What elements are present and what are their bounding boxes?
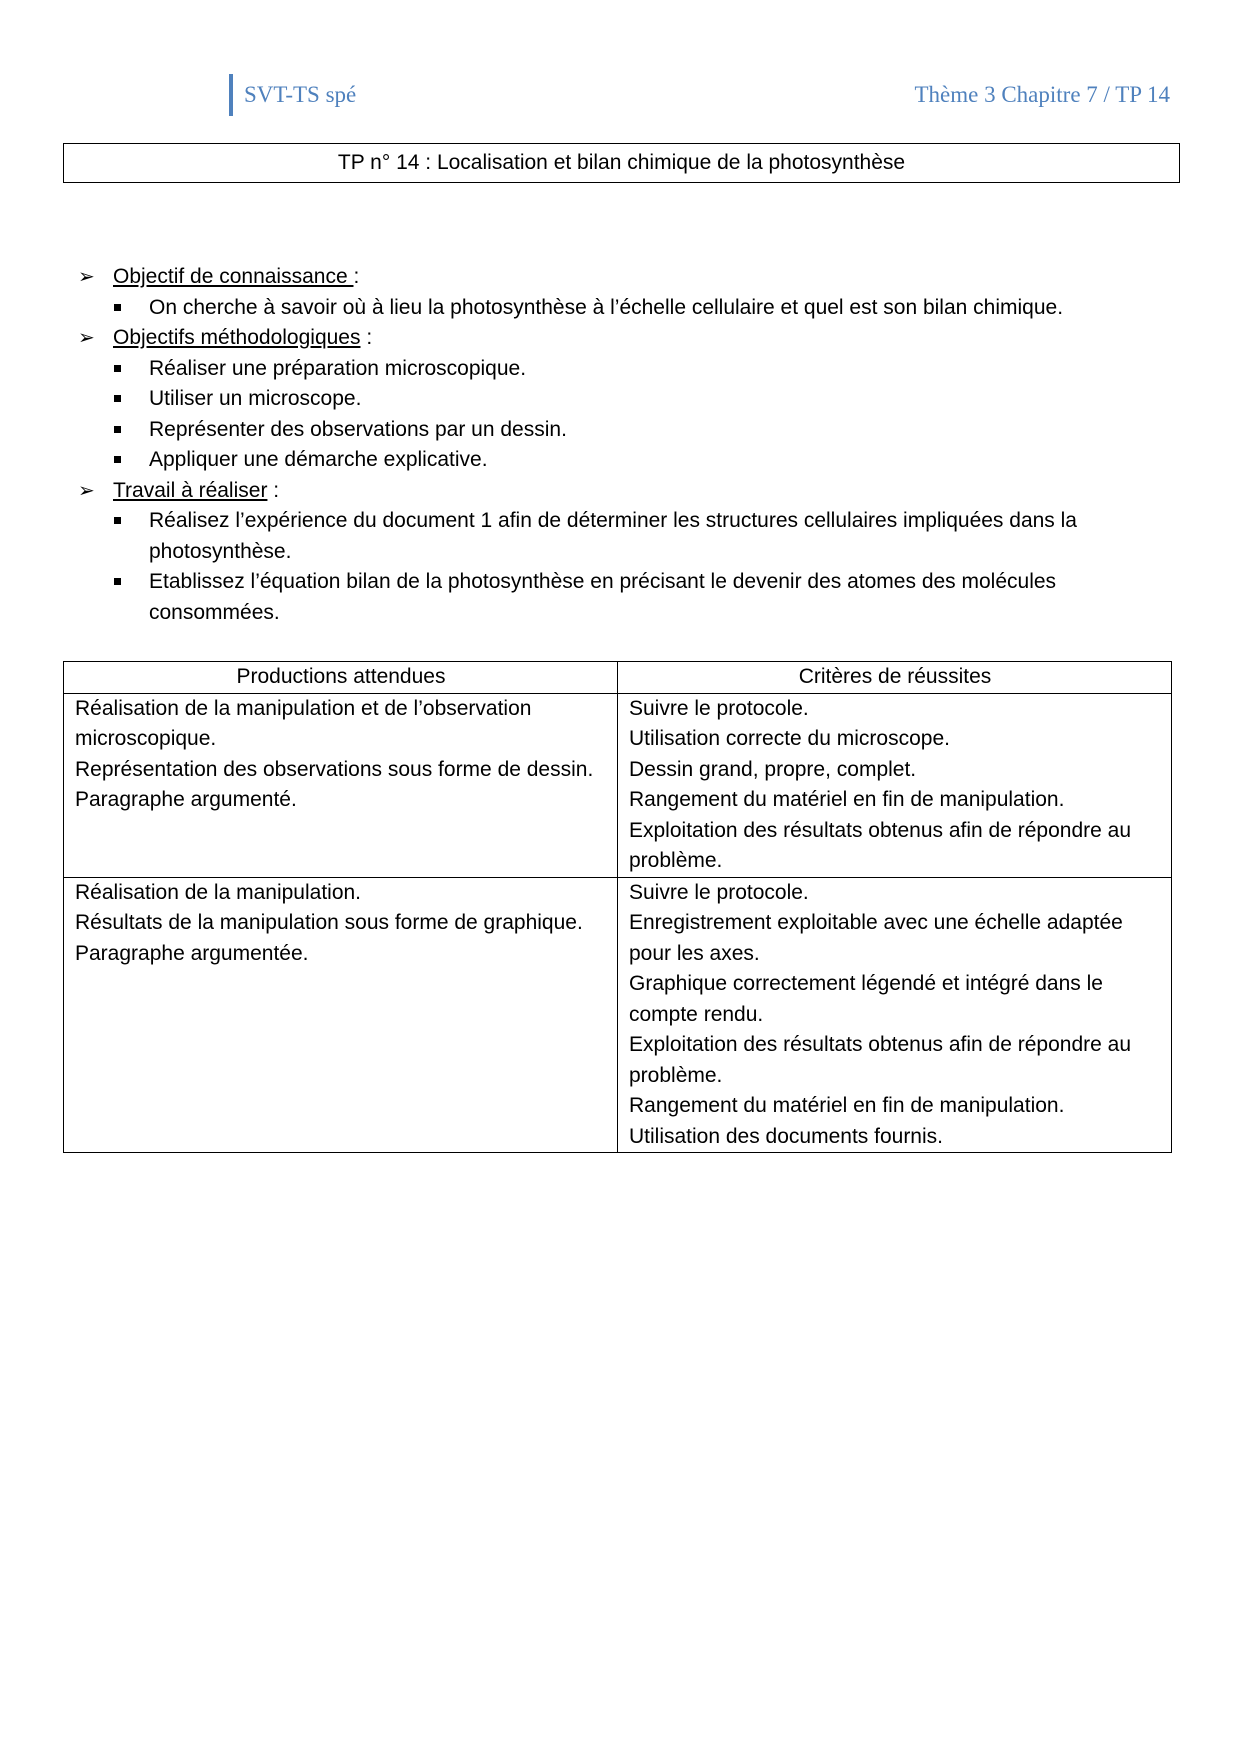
list-item: Appliquer une démarche explicative. xyxy=(112,445,1178,476)
square-bullet-icon xyxy=(112,567,149,597)
header-left: SVT-TS spé xyxy=(229,74,356,116)
square-bullet-icon xyxy=(112,354,149,384)
list-item: Réaliser une préparation microscopique. xyxy=(112,354,1178,385)
table-header-row xyxy=(64,662,1172,694)
bullet-list xyxy=(78,506,1178,628)
header-right: Thème 3 Chapitre 7 / TP 14 xyxy=(914,82,1170,107)
column-header-criteres: Critères de réussites xyxy=(618,662,1172,694)
section-objectifs-methodologiques xyxy=(78,323,1178,354)
table-row xyxy=(64,877,1172,1153)
section-suffix: : xyxy=(353,265,360,288)
list-item: Réalisez l’expérience du document 1 afin de déterminer les structures cellulaires impliquées dans la photosynthèse. xyxy=(112,506,1178,567)
criteres-cell: Suivre le protocole. Enregistrement exploitable avec une échelle adaptée pour les axes. Graphique correctement légendé et intégré dans le compte rendu. Exploitation des résultats obtenus afin de répondre au problème. Rangement du matériel en fin de manipulation. Utilisation des documents fournis. xyxy=(618,877,1172,1153)
bullet-list xyxy=(78,354,1178,476)
arrow-bullet-icon: ➢ xyxy=(78,327,95,349)
section-objectif-connaissance xyxy=(78,262,1178,293)
section-title: Travail à réaliser xyxy=(113,478,268,502)
productions-cell: Réalisation de la manipulation et de l’observation microscopique. Représentation des observations sous forme de dessin. Paragraphe argumenté. xyxy=(64,693,618,877)
table-row xyxy=(64,693,1172,877)
list-item: Représenter des observations par un dessin. xyxy=(112,415,1178,446)
list-item: On cherche à savoir où à lieu la photosynthèse à l’échelle cellulaire et quel est son bilan chimique. xyxy=(112,293,1178,324)
list-item: Utiliser un microscope. xyxy=(112,384,1178,415)
square-bullet-icon xyxy=(112,415,149,445)
column-header-productions: Productions attendues xyxy=(64,662,618,694)
criteria-table xyxy=(63,661,1172,1153)
arrow-bullet-icon: ➢ xyxy=(78,266,95,288)
productions-cell: Réalisation de la manipulation. Résultats de la manipulation sous forme de graphique. Paragraphe argumentée. xyxy=(64,877,618,1153)
square-bullet-icon xyxy=(112,384,149,414)
bullet-list xyxy=(78,293,1178,324)
section-title: Objectif de connaissance xyxy=(113,265,354,288)
square-bullet-icon xyxy=(112,293,149,323)
section-suffix: : xyxy=(360,326,373,349)
square-bullet-icon xyxy=(112,506,149,536)
objectives-content xyxy=(78,262,1178,628)
arrow-bullet-icon: ➢ xyxy=(78,479,95,502)
section-suffix: : xyxy=(267,478,280,502)
square-bullet-icon xyxy=(112,445,149,475)
section-travail-a-realiser xyxy=(78,476,1178,507)
list-item: Etablissez l’équation bilan de la photosynthèse en précisant le devenir des atomes des molécules consommées. xyxy=(112,567,1178,628)
section-title: Objectifs méthodologiques xyxy=(113,326,361,349)
document-title: TP n° 14 : Localisation et bilan chimique de la photosynthèse xyxy=(63,143,1180,183)
criteres-cell: Suivre le protocole. Utilisation correcte du microscope. Dessin grand, propre, complet. Rangement du matériel en fin de manipulation. Exploitation des résultats obtenus afin de répondre au problème. xyxy=(618,693,1172,877)
